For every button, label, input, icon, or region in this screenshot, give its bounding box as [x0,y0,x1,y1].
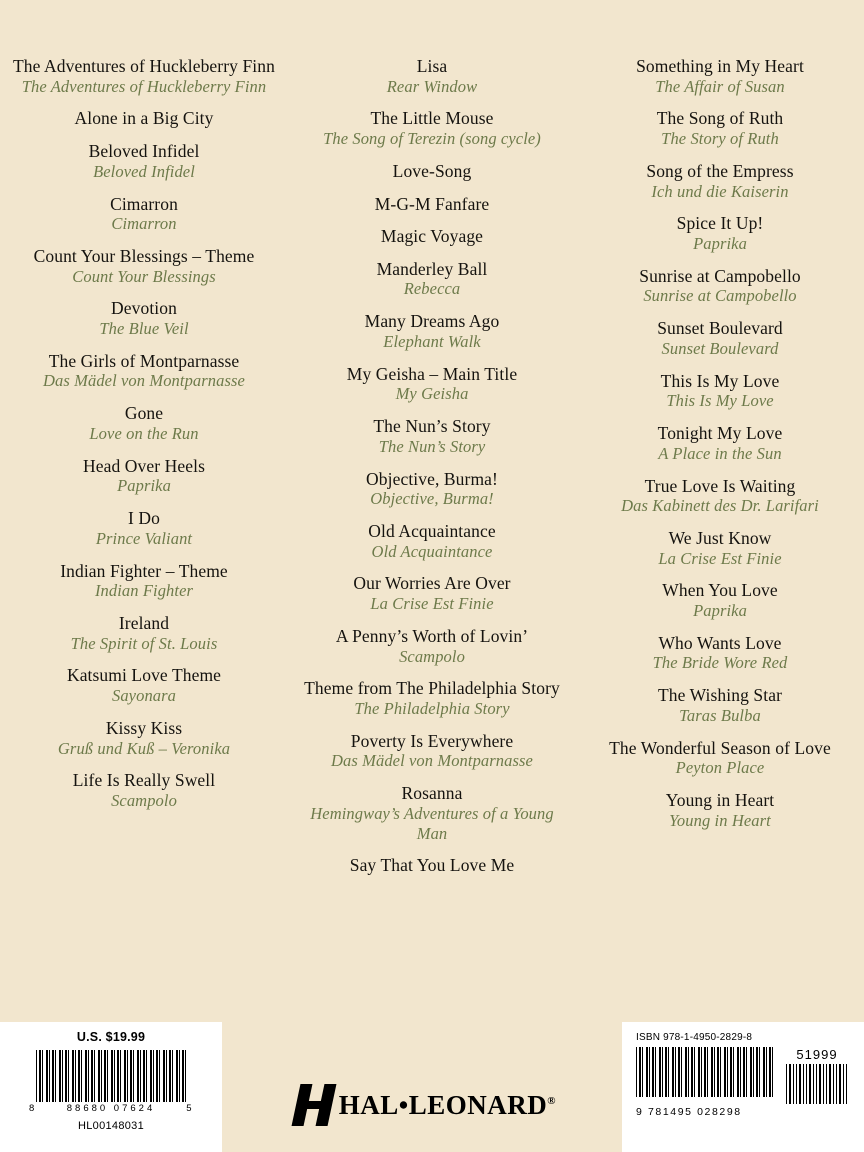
song-title: We Just Know [668,527,772,548]
song-title: Gone [124,403,164,424]
song-source: La Crise Est Finie [658,548,782,568]
song-entry [582,56,858,96]
publisher-name: HAL•LEONARD® [338,1089,556,1120]
song-title: Devotion [111,298,177,319]
song-source: The Blue Veil [99,319,189,339]
song-entry [6,561,282,601]
song-title: The Girls of Montparnasse [48,350,240,371]
song-entry [294,573,570,613]
song-source: The Story of Ruth [661,129,779,149]
song-entry [582,738,858,778]
song-title: Sunset Boulevard [657,318,783,339]
song-source: The Spirit of St. Louis [70,633,218,653]
song-title: Lisa [416,56,448,76]
ean-barcode-image [636,1047,776,1097]
song-source: Rear Window [386,76,478,96]
song-source: My Geisha [395,384,469,404]
ean-digits: 9 781495 028298 [636,1106,742,1118]
song-title: Something in My Heart [636,56,804,76]
song-source: This Is My Love [666,391,774,411]
song-source: The Affair of Susan [655,76,785,96]
song-title: I Do [128,508,160,529]
song-source: Young in Heart [669,810,771,830]
song-title: Tonight My Love [657,423,783,444]
song-source: Cimarron [111,214,177,234]
song-title: Count Your Blessings – Theme [33,245,255,266]
song-entry [294,108,570,148]
song-title: Theme from The Philadelphia Story [304,678,560,699]
song-entry [582,161,858,201]
song-source: Peyton Place [675,758,765,778]
song-title: Love-Song [392,160,472,181]
song-entry [6,456,282,496]
song-list-columns [0,56,864,888]
song-entry [6,508,282,548]
song-title: Manderley Ball [376,258,488,279]
hl-product-number: HL00148031 [77,1120,144,1132]
song-title: Objective, Burma! [366,468,498,489]
song-entry [6,665,282,705]
song-entry [582,318,858,358]
song-source: Scampolo [399,646,465,666]
song-entry [294,521,570,561]
song-source: Sunset Boulevard [661,338,779,358]
song-title: Sunrise at Campobello [639,265,801,286]
song-entry [294,364,570,404]
song-title: Katsumi Love Theme [66,665,222,686]
song-source: Prince Valiant [95,528,193,548]
song-entry [6,194,282,234]
song-source: Das Mädel von Montparnasse [43,371,245,391]
song-source: Paprika [693,601,747,621]
song-source: Das Mädel von Montparnasse [331,751,533,771]
song-source: Old Acquaintance [371,541,493,561]
song-title: Our Worries Are Over [353,573,511,594]
song-entry [6,56,282,96]
song-entry [6,351,282,391]
song-column-2 [288,56,576,888]
song-title: Old Acquaintance [368,520,496,541]
song-title: Indian Fighter – Theme [60,560,228,581]
song-title: Beloved Infidel [88,141,200,162]
song-title: This Is My Love [660,370,780,391]
song-entry [294,194,570,215]
song-entry [582,266,858,306]
song-title: Alone in a Big City [74,108,214,129]
song-source: Beloved Infidel [93,161,195,181]
song-entry [6,613,282,653]
song-entry [6,246,282,286]
upc-barcode-image [36,1050,186,1102]
song-title: My Geisha – Main Title [346,363,518,384]
song-title: The Wishing Star [657,685,783,706]
song-title: The Nun’s Story [373,416,491,437]
upc-left-digit: 8 [29,1103,36,1114]
song-source: Sayonara [111,686,177,706]
song-source: Sunrise at Campobello [643,286,797,306]
song-column-1 [0,56,288,823]
song-entry [294,311,570,351]
song-title: True Love Is Waiting [644,475,796,496]
song-entry [294,626,570,666]
song-source: The Bride Wore Red [652,653,788,673]
hal-leonard-mark-icon [296,1084,331,1126]
song-entry [6,298,282,338]
song-entry [294,855,570,876]
song-source: Gruß und Kuß – Veronika [57,738,231,758]
song-source: Taras Bulba [679,705,761,725]
song-source: Paprika [117,476,171,496]
song-source: La Crise Est Finie [370,594,494,614]
song-entry [582,685,858,725]
song-entry [294,259,570,299]
addon-barcode-image [786,1064,848,1104]
song-title: A Penny’s Worth of Lovin’ [335,625,529,646]
upc-right-digit: 5 [186,1103,193,1114]
song-title: The Song of Ruth [656,108,784,129]
song-entry [582,476,858,516]
song-title: Song of the Empress [646,160,794,181]
song-entry [294,783,570,843]
song-title: The Little Mouse [370,108,494,129]
song-source: Paprika [693,233,747,253]
song-title: Cimarron [110,193,178,214]
song-entry [6,108,282,129]
song-source: Indian Fighter [94,581,194,601]
song-entry [6,718,282,758]
song-title: Who Wants Love [658,632,782,653]
song-source: Das Kabinett des Dr. Larifari [621,496,819,516]
song-entry [582,213,858,253]
song-entry [582,790,858,830]
song-title: M-G-M Fanfare [374,193,490,214]
song-entry [582,423,858,463]
song-source: Rebecca [403,279,461,299]
song-source: The Adventures of Huckleberry Finn [21,76,267,96]
song-entry [582,633,858,673]
song-title: Many Dreams Ago [364,311,500,332]
song-title: Head Over Heels [82,455,205,476]
song-source: The Nun’s Story [378,436,486,456]
publisher-text: HAL•LEONARD [338,1089,548,1120]
isbn-barcode-row [636,1047,864,1104]
song-entry [582,108,858,148]
publisher-logo [296,1084,556,1126]
song-title: When You Love [662,580,778,601]
song-source: Elephant Walk [383,331,481,351]
song-entry [6,141,282,181]
song-entry [294,226,570,247]
isbn-panel [622,1022,864,1152]
song-column-3 [576,56,864,843]
song-source: Count Your Blessings [72,266,216,286]
song-source: Love on the Run [89,423,199,443]
song-entry [6,403,282,443]
song-title: The Wonderful Season of Love [609,737,831,758]
song-title: Poverty Is Everywhere [350,730,514,751]
song-title: The Adventures of Huckleberry Finn [13,56,275,76]
song-entry [582,580,858,620]
song-source: Scampolo [111,790,177,810]
song-title: Ireland [118,613,170,634]
song-source: Objective, Burma! [370,489,494,509]
song-title: Life Is Really Swell [72,770,216,791]
song-entry [294,416,570,456]
song-source: Hemingway’s Adventures of a Young Man [310,803,554,843]
song-title: Magic Voyage [380,226,484,247]
price-label: U.S. $19.99 [76,1030,146,1044]
song-title: Spice It Up! [676,213,764,234]
addon-code-digits: 51999 [796,1047,838,1062]
song-source: Ich und die Kaiserin [651,181,789,201]
song-title: Say That You Love Me [349,855,515,876]
upc-digits [29,1103,193,1114]
upc-barcode-wrap [36,1050,186,1102]
song-entry [294,678,570,718]
isbn-label: ISBN 978-1-4950-2829-8 [636,1032,753,1043]
song-entry [294,56,570,96]
song-entry [294,731,570,771]
song-source: The Song of Terezin (song cycle) [323,129,541,149]
song-entry [294,161,570,182]
song-title: Young in Heart [665,790,775,811]
addon-barcode-group [786,1047,848,1104]
song-entry [294,469,570,509]
upc-panel [0,1022,222,1152]
song-title: Rosanna [401,783,463,804]
song-entry [582,528,858,568]
song-source: A Place in the Sun [658,443,782,463]
upc-main-digits: 88680 07624 [66,1103,156,1114]
song-source: The Philadelphia Story [354,698,510,718]
song-entry [582,371,858,411]
song-entry [6,770,282,810]
song-title: Kissy Kiss [105,717,183,738]
